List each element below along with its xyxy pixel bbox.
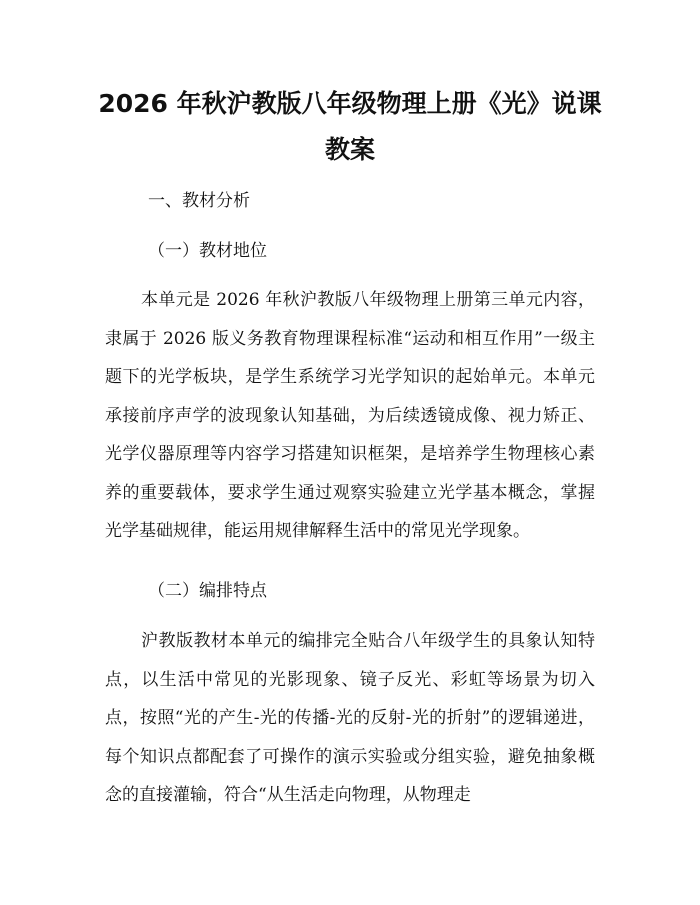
- section-heading-textbook-analysis: 一、教材分析: [148, 191, 250, 211]
- document-title-line1: 2026 年秋沪教版八年级物理上册《光》说课: [98, 89, 602, 118]
- paragraph-arrangement-features: 沪教版教材本单元的编排完全贴合八年级学生的具象认知特点，以生活中常见的光影现象、镜子反光、彩虹等场景为切入点，按照“光的产生-光的传播-光的反射-光的折射”的逻辑递进，每个知识点都配套了可操作的演示实验或分组实验，避免抽象概念的直接灌输，符合“从生活走向物理，从物理走: [105, 631, 595, 805]
- subsection-heading-arrangement-features: （二）编排特点: [148, 581, 267, 601]
- document-title-line2: 教案: [324, 135, 375, 164]
- subsection-heading-textbook-position: （一）教材地位: [148, 241, 267, 261]
- paragraph-textbook-position: 本单元是 2026 年秋沪教版八年级物理上册第三单元内容，隶属于 2026 版义务教育物理课程标准“运动和相互作用”一级主题下的光学板块，是学生系统学习光学知识的起始单元。本单元承接前序声学的波现象认知基础，为后续透镜成像、视力矫正、光学仪器原理等内容学习搭建知识框架，是培养学生物理核心素养的重要载体，要求学生通过观察实验建立光学基本概念，掌握光学基础规律，能运用规律解释生活中的常见光学现象。: [105, 290, 595, 541]
